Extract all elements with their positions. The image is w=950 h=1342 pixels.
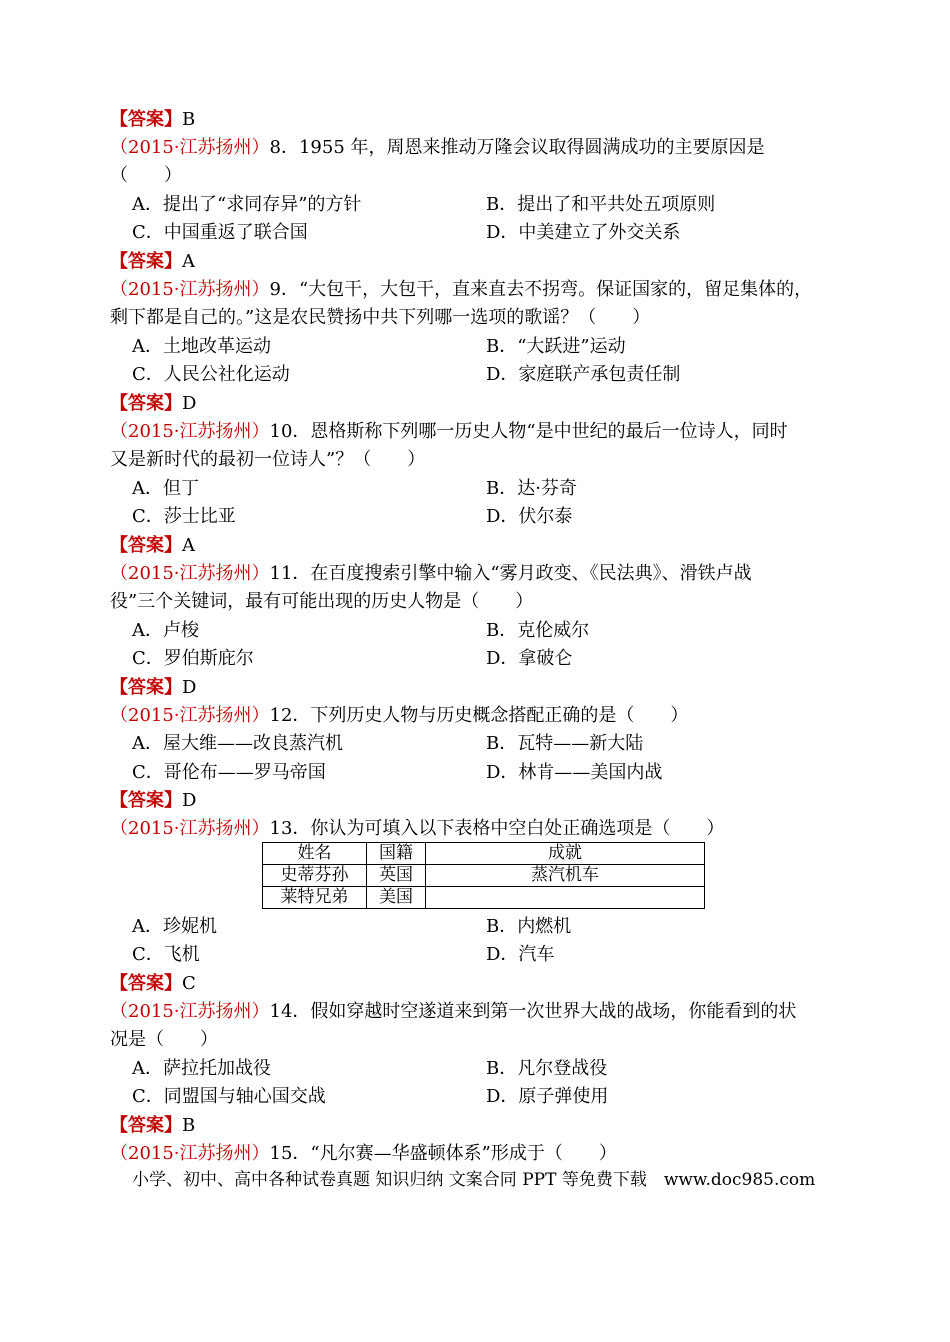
option-c: C．人民公社化运动 (132, 364, 290, 385)
question-text: 10．恩格斯称下列哪一历史人物“是中世纪的最后一位诗人，同时 (269, 421, 788, 442)
answer-tag: 【答案】 (110, 1115, 182, 1136)
option-d: D．家庭联产承包责任制 (486, 364, 681, 385)
question-source: （2015·江苏扬州） (110, 279, 270, 300)
answer-value: B (182, 109, 196, 130)
option-d: D．伏尔泰 (486, 506, 573, 527)
answer-line (110, 106, 195, 134)
question-source: （2015·江苏扬州） (110, 705, 270, 726)
answer-tag: 【答案】 (110, 790, 182, 811)
answer-value: D (182, 790, 197, 811)
option-b: B．凡尔登战役 (486, 1058, 608, 1079)
table-header-cell: 成就 (426, 843, 705, 865)
option-d: D．原子弹使用 (486, 1086, 609, 1107)
table-cell: 美国 (367, 887, 426, 909)
question-text: 8．1955 年，周恩来推动万隆会议取得圆满成功的主要原因是 (269, 137, 765, 158)
option-c: C．莎士比亚 (132, 506, 236, 527)
page-footer: 小学、初中、高中各种试卷真题 知识归纳 文案合同 PPT 等免费下载 www.doc985.com (132, 1170, 816, 1190)
table-row (263, 865, 705, 887)
table-header-row (263, 843, 705, 865)
question-text-cont: （ ） (110, 165, 182, 186)
option-a: A．屋大维——改良蒸汽机 (132, 733, 343, 754)
question-text: 15．“凡尔赛—华盛顿体系”形成于（ ） (269, 1143, 617, 1164)
answer-tag: 【答案】 (110, 535, 182, 556)
question-text: 12．下列历史人物与历史概念搭配正确的是（ ） (269, 705, 689, 726)
question-text: 9．“大包干，大包干，直来直去不拐弯。保证国家的，留足集体的， (269, 279, 813, 300)
option-a: A．土地改革运动 (132, 336, 271, 357)
question-12 (110, 702, 688, 730)
question-text-cont: 剩下都是自己的。”这是农民赞扬中共下列哪一选项的歌谣？（ ） (110, 307, 651, 328)
question-source: （2015·江苏扬州） (110, 1143, 270, 1164)
question-8 (110, 134, 765, 162)
option-b: B．克伦威尔 (486, 620, 590, 641)
option-a: A．萨拉托加战役 (132, 1058, 271, 1079)
answer-tag: 【答案】 (110, 973, 182, 994)
answer-value: C (182, 973, 196, 994)
question-9 (110, 276, 812, 304)
answer-value: D (182, 677, 197, 698)
question-10 (110, 418, 788, 446)
answer-line (110, 1112, 195, 1140)
option-d: D．汽车 (486, 944, 555, 965)
table-cell-blank (426, 887, 705, 909)
answer-tag: 【答案】 (110, 393, 182, 414)
question-15 (110, 1140, 617, 1168)
answer-tag: 【答案】 (110, 677, 182, 698)
question-source: （2015·江苏扬州） (110, 818, 270, 839)
option-c: C．罗伯斯庇尔 (132, 648, 254, 669)
option-c: C．同盟国与轴心国交战 (132, 1086, 326, 1107)
option-d: D．林肯——美国内战 (486, 762, 663, 783)
answer-line (110, 787, 196, 815)
question-source: （2015·江苏扬州） (110, 563, 270, 584)
question-13 (110, 815, 724, 843)
option-b: B．瓦特——新大陆 (486, 733, 644, 754)
table-row (263, 887, 705, 909)
option-c: C．中国重返了联合国 (132, 222, 308, 243)
question-11 (110, 560, 752, 588)
question-14 (110, 998, 796, 1026)
question-text: 13．你认为可填入以下表格中空白处正确选项是（ ） (269, 818, 725, 839)
table-cell: 蒸汽机车 (426, 865, 705, 887)
option-b: B．达·芬奇 (486, 478, 577, 499)
option-a: A．但丁 (132, 478, 199, 499)
option-a: A．珍妮机 (132, 916, 217, 937)
option-c: C．哥伦布——罗马帝国 (132, 762, 326, 783)
table-cell: 莱特兄弟 (263, 887, 367, 909)
option-c: C．飞机 (132, 944, 200, 965)
answer-value: B (182, 1115, 196, 1136)
question-text-cont: 又是新时代的最初一位诗人”？（ ） (110, 449, 426, 470)
answer-line (110, 532, 195, 560)
answer-line (110, 674, 196, 702)
answer-value: D (182, 393, 197, 414)
question-text: 14．假如穿越时空遂道来到第一次世界大战的战场，你能看到的状 (269, 1001, 797, 1022)
table-cell: 英国 (367, 865, 426, 887)
option-d: D．中美建立了外交关系 (486, 222, 681, 243)
question-source: （2015·江苏扬州） (110, 421, 270, 442)
answer-line (110, 390, 196, 418)
question-text: 11．在百度搜索引擎中输入“雾月政变、《民法典》、滑铁卢战 (269, 563, 752, 584)
answer-line (110, 248, 195, 276)
answer-value: A (182, 535, 195, 556)
answer-value: A (182, 251, 195, 272)
table-header-cell: 国籍 (367, 843, 426, 865)
question-text-cont: 役”三个关键词，最有可能出现的历史人物是（ ） (110, 591, 534, 612)
answer-line (110, 970, 196, 998)
question-source: （2015·江苏扬州） (110, 137, 270, 158)
option-b: B．提出了和平共处五项原则 (486, 194, 716, 215)
option-b: B．“大跃进”运动 (486, 336, 626, 357)
table-header-cell: 姓名 (263, 843, 367, 865)
option-d: D．拿破仑 (486, 648, 573, 669)
table-cell: 史蒂芬孙 (263, 865, 367, 887)
option-a: A．提出了“求同存异”的方针 (132, 194, 362, 215)
answer-tag: 【答案】 (110, 251, 182, 272)
option-a: A．卢梭 (132, 620, 199, 641)
option-b: B．内燃机 (486, 916, 572, 937)
question-text-cont: 况是（ ） (110, 1029, 218, 1050)
achievement-table (262, 842, 705, 909)
question-source: （2015·江苏扬州） (110, 1001, 270, 1022)
answer-tag: 【答案】 (110, 109, 182, 130)
